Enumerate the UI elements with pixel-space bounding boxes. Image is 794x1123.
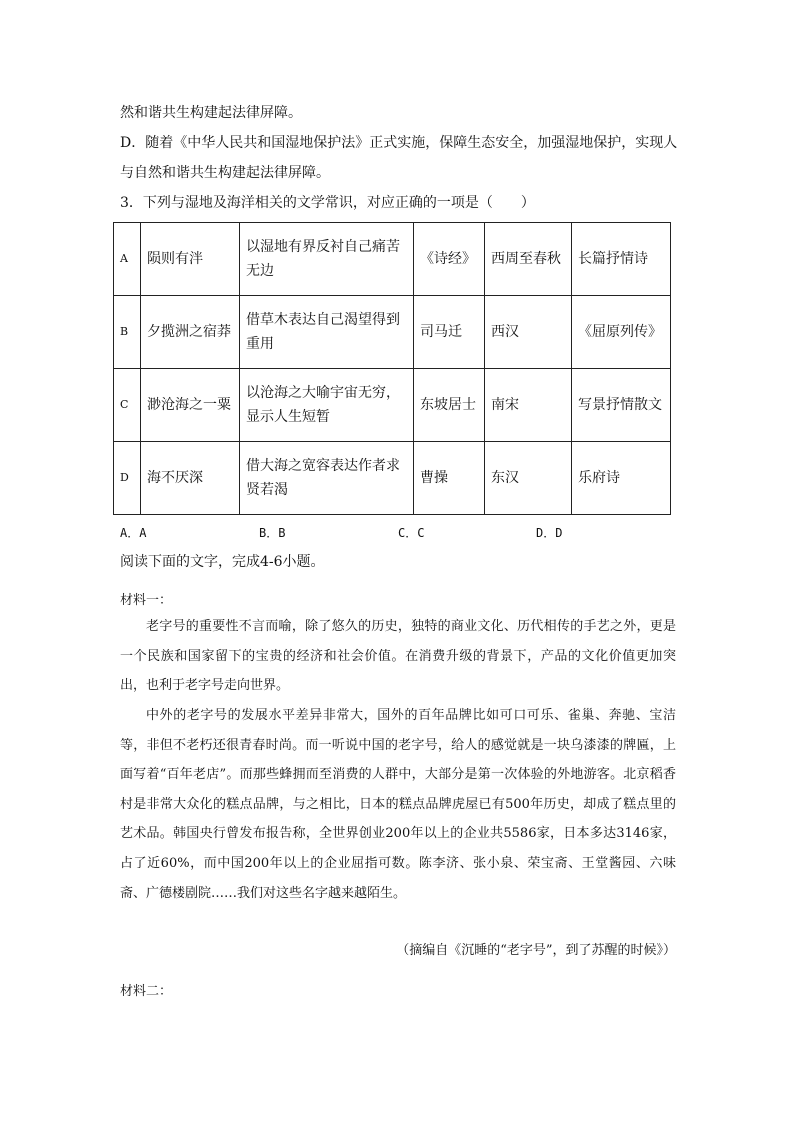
author-cell: 东坡居士 — [414, 369, 485, 442]
genre-cell: 写景抒情散文 — [572, 369, 671, 442]
material-1-source: （摘编自《沉睡的“老字号”，到了苏醒的时候》） — [396, 943, 676, 958]
genre-cell: 乐府诗 — [572, 442, 671, 515]
table-row — [114, 442, 671, 515]
era-cell: 西周至春秋 — [485, 223, 572, 296]
meaning-cell: 以湿地有界反衬自己痛苦无边 — [240, 223, 414, 296]
table-row — [114, 369, 671, 442]
era-cell: 东汉 — [485, 442, 572, 515]
question-3-stem: 3．下列与湿地及海洋相关的文学常识，对应正确的一项是（ ） — [120, 195, 535, 211]
text-line-3: 与自然和谐共生构建起法律屏障。 — [120, 165, 330, 181]
author-cell: 司马迁 — [414, 296, 485, 369]
phrase-cell: 渺沧海之一粟 — [141, 369, 240, 442]
answer-option-a[interactable]: A．A — [120, 526, 147, 540]
row-letter: B — [114, 296, 141, 369]
option-d-statement: D．随着《中华人民共和国湿地保护法》正式实施，保障生态安全，加强湿地保护，实现人 — [120, 135, 678, 151]
reading-intro: 阅读下面的文字，完成4-6小题。 — [120, 554, 325, 570]
row-letter: A — [114, 223, 141, 296]
genre-cell: 《屈原列传》 — [572, 296, 671, 369]
answer-option-c[interactable]: C．C — [398, 526, 425, 540]
table-row — [114, 296, 671, 369]
genre-cell: 长篇抒情诗 — [572, 223, 671, 296]
phrase-cell: 海不厌深 — [141, 442, 240, 515]
meaning-cell: 借草木表达自己渴望得到重用 — [240, 296, 414, 369]
row-letter: C — [114, 369, 141, 442]
era-cell: 南宋 — [485, 369, 572, 442]
table-row — [114, 223, 671, 296]
answer-option-b[interactable]: B．B — [259, 526, 286, 540]
literature-table — [113, 222, 671, 515]
answer-option-d[interactable]: D．D — [536, 526, 563, 540]
material-1-paragraph-1: 老字号的重要性不言而喻，除了悠久的历史，独特的商业文化、历代相传的手艺之外，更是一个民族和国家留下的宝贵的经济和社会价值。在消费升级的背景下，产品的文化价值更加突出，也利于老字号走向世界。 — [120, 619, 676, 694]
material-1-label: 材料一： — [120, 593, 173, 608]
era-cell: 西汉 — [485, 296, 572, 369]
phrase-cell: 夕揽洲之宿莽 — [141, 296, 240, 369]
material-1-paragraph-2: 中外的老字号的发展水平差异非常大，国外的百年品牌比如可口可乐、雀巢、奔驰、宝洁等，非但不老朽还很青春时尚。而一听说中国的老字号，给人的感觉就是一块乌漆漆的牌匾，上面写着“百年老店”。而那些蜂拥而至消费的人群中，大部分是第一次体验的外地游客。北京稻香村是非常大众化的糕点品牌，与之相比，日本的糕点品牌虎屋已有500年历史，却成了糕点里的艺术品。韩国央行曾发布报告称，全世界创业200年以上的企业共5586家，日本多达3146家，占了近60%，而中国200年以上的企业屈指可数。陈李济、张小泉、荣宝斋、王堂酱园、六味斋、广德楼剧院……我们对这些名字越来越陌生。 — [120, 708, 676, 901]
row-letter: D — [114, 442, 141, 515]
meaning-cell: 借大海之宽容表达作者求贤若渴 — [240, 442, 414, 515]
text-line-1: 然和谐共生构建起法律屏障。 — [120, 105, 302, 121]
phrase-cell: 陨则有泮 — [141, 223, 240, 296]
author-cell: 《诗经》 — [414, 223, 485, 296]
meaning-cell: 以沧海之大喻宇宙无穷，显示人生短暂 — [240, 369, 414, 442]
material-2-label: 材料二： — [120, 984, 173, 999]
author-cell: 曹操 — [414, 442, 485, 515]
